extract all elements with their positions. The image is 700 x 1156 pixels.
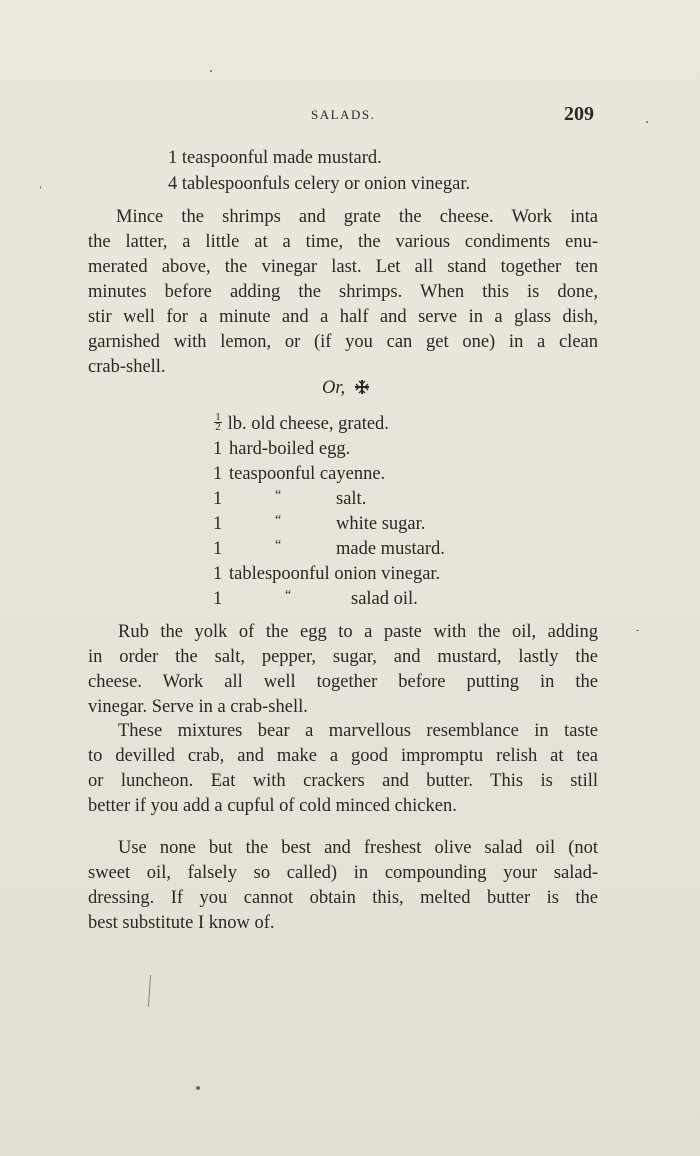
paragraph-rub [88, 620, 598, 720]
paragraph-line: Mince the shrimps and grate the cheese. Work inta [116, 207, 598, 227]
ditto-mark: “ [275, 538, 282, 553]
paper-speck [646, 121, 648, 123]
ingredient-qty: 1 [213, 464, 223, 484]
ingredient-qty: 1 [213, 439, 223, 459]
ingredient-row-mustard [213, 537, 513, 562]
ingredient-row-cheese [213, 412, 513, 437]
paper-speck [210, 70, 212, 72]
paragraph-line: best substitute I know of. [88, 913, 275, 933]
page-number: 209 [564, 103, 594, 125]
pencil-mark [148, 975, 151, 1007]
paper-speck [636, 630, 639, 631]
ingredient-row-salt [213, 487, 513, 512]
paragraph-line: Use none but the best and freshest olive salad oil (not [118, 838, 598, 858]
paper-speck [40, 186, 41, 189]
ingredient-qty: 1 [213, 564, 223, 584]
ingredient-qty: 1 [213, 539, 223, 559]
ingredient-row-cayenne [213, 462, 513, 487]
paragraph-line: sweet oil, falsely so called) in compounding your salad- [88, 863, 598, 883]
ditto-mark: “ [275, 488, 282, 503]
paragraph-mixtures [88, 719, 598, 819]
ingredient-text: white sugar. [336, 514, 426, 534]
ingredient-row-salad-oil [213, 587, 513, 612]
ingredient-text: lb. old cheese, grated. [227, 414, 389, 434]
ingredient-text: salt. [336, 489, 367, 509]
or-label: Or, [322, 378, 346, 398]
ingredient-qty: 1 [213, 589, 223, 609]
ingredient-list [213, 412, 513, 612]
paragraph-line: vinegar. Serve in a crab-shell. [88, 697, 308, 717]
ingredient-qty: 1 [213, 514, 223, 534]
or-heading [322, 376, 370, 401]
paragraph-line: stir well for a minute and a half and serve in a glass dish, [88, 307, 598, 327]
paragraph-line: to devilled crab, and make a good impromptu relish at tea [88, 746, 598, 766]
ingredient-row-onion-vinegar [213, 562, 513, 587]
fraction-numerator: 1 [215, 411, 221, 424]
cross-ornament-icon [354, 379, 370, 395]
ingredient-text: tablespoonful onion vinegar. [229, 564, 441, 584]
paragraph-line: crab-shell. [88, 357, 166, 377]
ingredient-text: salad oil. [351, 589, 418, 609]
paragraph-line: cheese. Work all well together before putting in the [88, 672, 598, 692]
paragraph-line: or luncheon. Eat with crackers and butter. This is still [88, 771, 598, 791]
ingredient-text: hard-boiled egg. [229, 439, 351, 459]
ditto-mark: “ [275, 513, 282, 528]
ingredient-line-vinegar: 4 tablespoonfuls celery or onion vinegar. [168, 174, 471, 194]
fraction-denominator: 2 [215, 421, 221, 434]
ingredient-line-mustard: 1 teaspoonful made mustard. [168, 148, 382, 168]
paragraph-line: merated above, the vinegar last. Let all stand together ten [88, 257, 598, 277]
half-fraction [213, 413, 223, 432]
ingredient-text: teaspoonful cayenne. [229, 464, 386, 484]
page-header [0, 103, 700, 129]
paragraph-line: the latter, a little at a time, the various condiments enu- [88, 232, 598, 252]
paragraph-line: better if you add a cupful of cold minced chicken. [88, 796, 457, 816]
paper-speck [196, 1086, 200, 1090]
paragraph-line: garnished with lemon, or (if you can get one) in a clean [88, 332, 598, 352]
paragraph-olive-oil [88, 836, 598, 936]
running-head: SALADS. [311, 107, 376, 122]
ingredient-row-egg [213, 437, 513, 462]
ditto-mark: “ [285, 588, 292, 603]
ingredient-row-sugar [213, 512, 513, 537]
paragraph-line: Rub the yolk of the egg to a paste with the oil, adding [118, 622, 598, 642]
paragraph-line: dressing. If you cannot obtain this, melted butter is the [88, 888, 598, 908]
paragraph-line: in order the salt, pepper, sugar, and mustard, lastly the [88, 647, 598, 667]
paragraph-line: minutes before adding the shrimps. When this is done, [88, 282, 598, 302]
ingredient-qty: 1 [213, 489, 223, 509]
paragraph-mince [88, 205, 598, 380]
paragraph-line: These mixtures bear a marvellous resemblance in taste [118, 721, 598, 741]
ingredient-text: made mustard. [336, 539, 445, 559]
